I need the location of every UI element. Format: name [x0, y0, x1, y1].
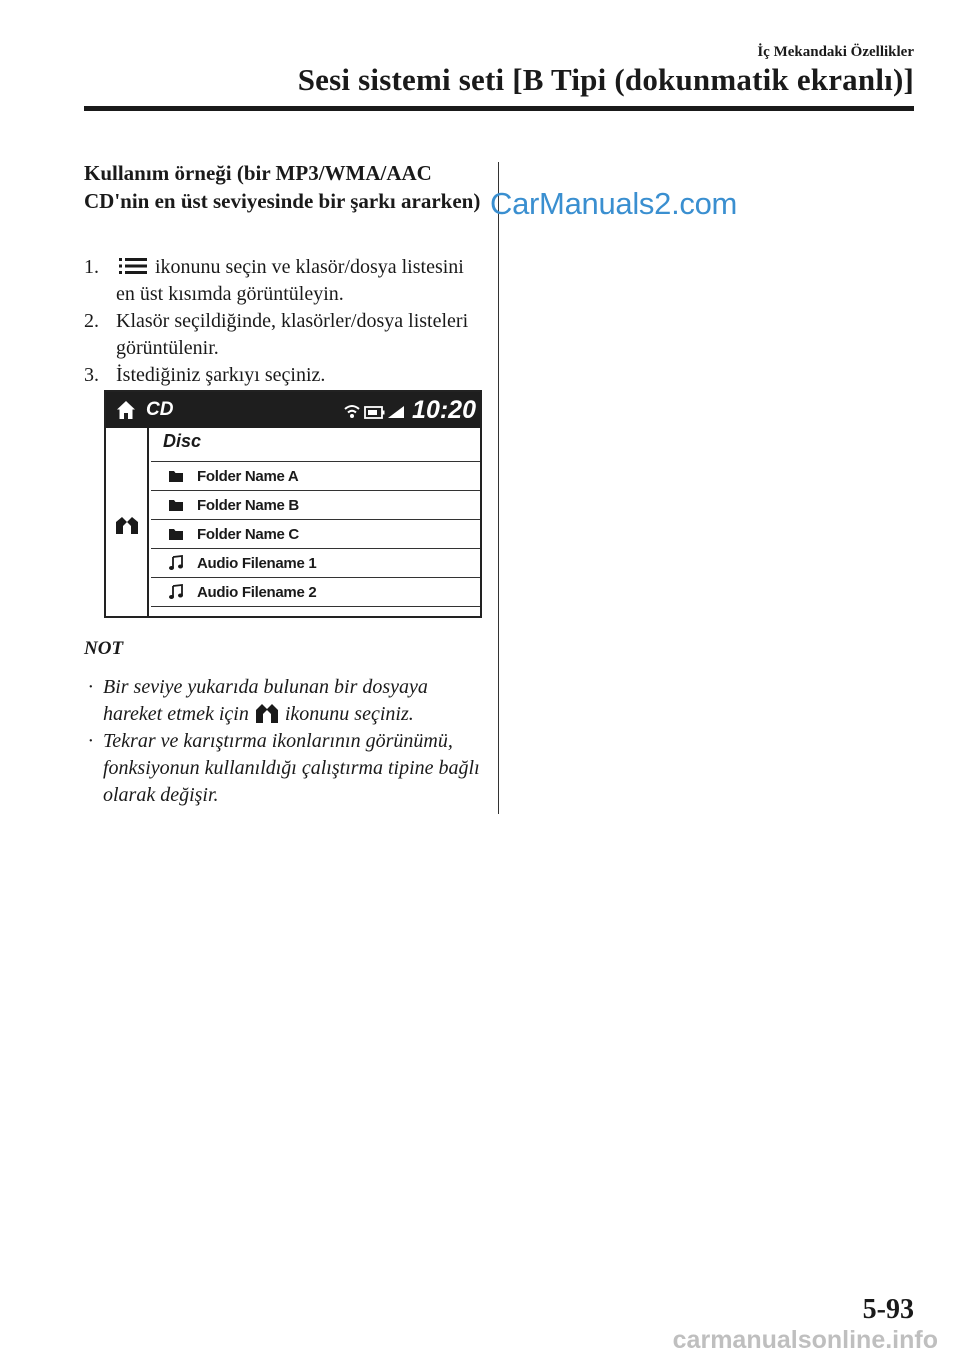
- wifi-icon: [345, 406, 359, 418]
- bullet: ·: [88, 676, 93, 698]
- footer-url: carmanualsonline.info: [672, 1326, 938, 1354]
- list-item-label: Folder Name C: [197, 526, 299, 543]
- step-item: [84, 362, 484, 389]
- screen-left-pane: [106, 428, 149, 616]
- folder-icon: [168, 468, 184, 484]
- list-title: Disc: [163, 431, 202, 451]
- note-item: [84, 728, 484, 809]
- step-text: Klasör seçildiğinde, klasörler/dosya listeleri görüntülenir.: [116, 310, 469, 359]
- notes-list: [84, 674, 484, 809]
- step-number: 3.: [84, 364, 99, 386]
- column-divider: [498, 162, 499, 814]
- step-number: 2.: [84, 310, 99, 332]
- chapter-label: İç Mekandaki Özellikler: [757, 44, 914, 60]
- bullet: ·: [88, 730, 93, 752]
- file-list: [151, 428, 480, 616]
- step-item: [84, 254, 484, 308]
- home-icon[interactable]: [116, 400, 136, 420]
- steps-list: [84, 254, 484, 389]
- title-rule: [84, 106, 914, 111]
- battery-icon: [365, 407, 385, 418]
- list-item-label: Audio Filename 2: [197, 584, 317, 601]
- clock-time: 10:20: [412, 396, 476, 424]
- folder-up-icon: [254, 701, 280, 723]
- section-title: Sesi sistemi seti [B Tipi (dokunmatik ekranlı)]: [297, 62, 914, 97]
- screen-source-label: CD: [146, 399, 174, 420]
- list-item-label: Folder Name B: [197, 497, 299, 514]
- screen-status-bar: [106, 392, 480, 428]
- signal-icon: [388, 406, 404, 418]
- step-text: İstediğiniz şarkıyı seçiniz.: [116, 364, 326, 386]
- step-text: ikonunu seçin ve klasör/dosya listesini en üst kısımda görüntüleyin.: [116, 256, 464, 305]
- music-note-icon: [168, 555, 184, 571]
- folder-icon: [168, 497, 184, 513]
- list-item-empty: [151, 606, 480, 616]
- note-text: Bir seviye yukarıda bulunan bir dosyaya hareket etmek için: [103, 676, 428, 725]
- list-item-label: Folder Name A: [197, 468, 299, 485]
- note-item: [84, 674, 484, 728]
- list-item[interactable]: [151, 490, 480, 519]
- folder-up-icon[interactable]: [115, 514, 139, 534]
- note-heading: NOT: [84, 638, 124, 659]
- watermark: CarManuals2.com: [490, 186, 738, 221]
- note-text: ikonunu seçiniz.: [284, 703, 414, 725]
- list-item[interactable]: [151, 548, 480, 577]
- status-icons: [344, 404, 406, 420]
- list-icon: [116, 257, 150, 275]
- list-item[interactable]: [151, 461, 480, 490]
- list-item[interactable]: [151, 519, 480, 548]
- step-item: [84, 308, 484, 362]
- page-number: 5-93: [862, 1294, 914, 1325]
- cd-screen-illustration: [104, 390, 482, 618]
- list-item-label: Audio Filename 1: [197, 555, 317, 572]
- example-subheading: Kullanım örneği (bir MP3/WMA/AAC CD'nin en üst seviyesinde bir şarkı ararken): [84, 161, 481, 213]
- note-text: Tekrar ve karıştırma ikonlarının görünümü, fonksiyonun kullanıldığı çalıştırma tipine bağlı olarak değişir.: [103, 730, 480, 806]
- music-note-icon: [168, 584, 184, 600]
- step-number: 1.: [84, 256, 99, 278]
- folder-icon: [168, 526, 184, 542]
- list-item[interactable]: [151, 577, 480, 606]
